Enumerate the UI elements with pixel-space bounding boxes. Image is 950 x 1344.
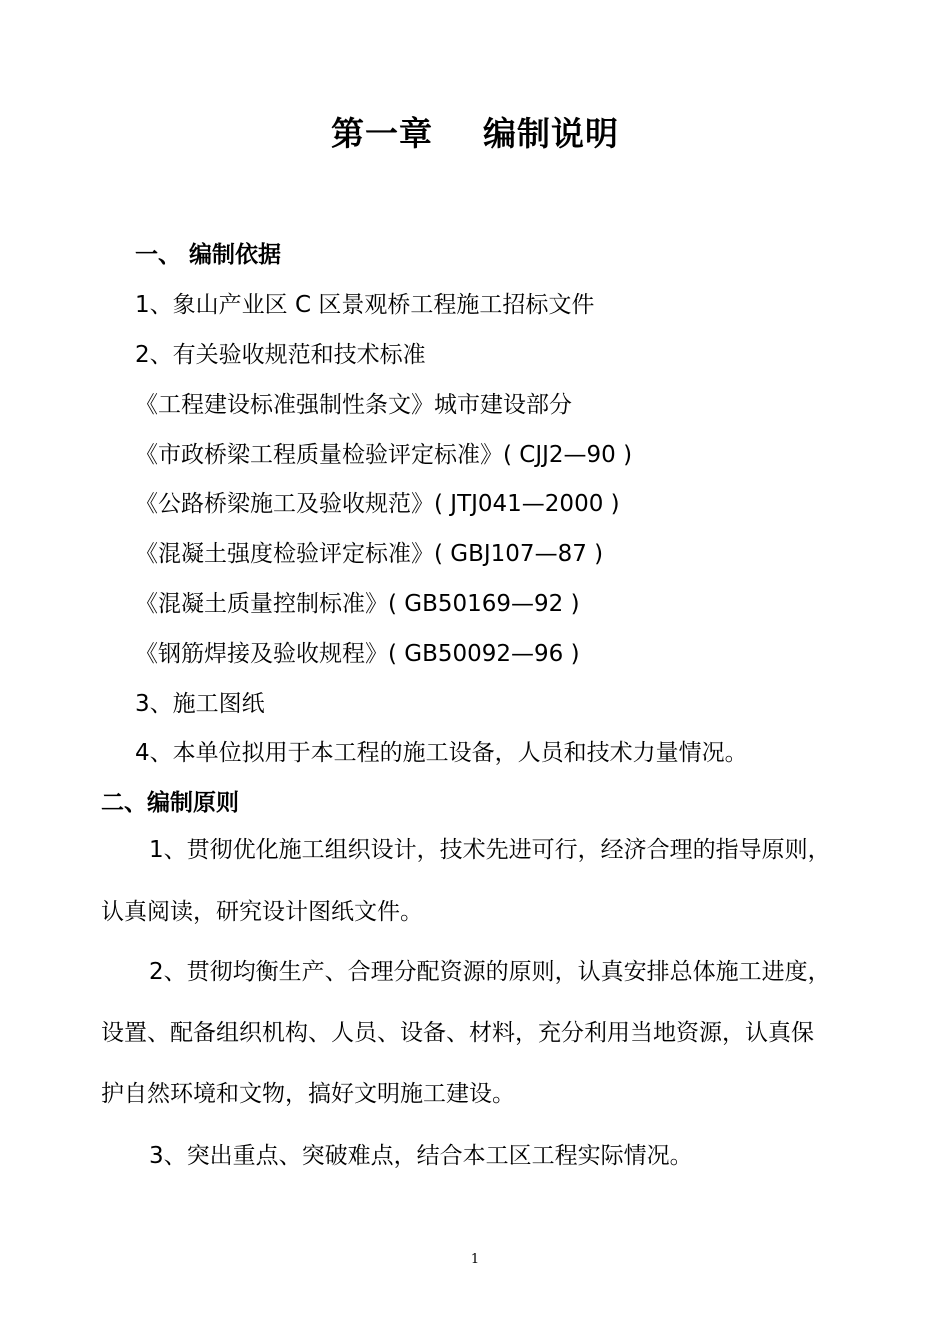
basis-item: 4、本单位拟用于本工程的施工设备，人员和技术力量情况。	[135, 740, 748, 766]
standard-item: 《市政桥梁工程质量检验评定标准》( CJJ2—90 )	[135, 442, 633, 468]
page-number: 1	[470, 1252, 480, 1267]
basis-item: 1、象山产业区 C 区景观桥工程施工招标文件	[135, 292, 595, 318]
paragraph-line: 3、突出重点、突破难点，结合本工区工程实际情况。	[149, 1143, 693, 1169]
standard-item: 《混凝土质量控制标准》( GB50169—92 )	[135, 591, 580, 617]
paragraph-line: 2、贯彻均衡生产、合理分配资源的原则，认真安排总体施工进度，	[149, 959, 831, 985]
chapter-title: 第一章 编制说明	[331, 114, 619, 153]
standard-item: 《公路桥梁施工及验收规范》( JTJ041—2000 )	[135, 491, 620, 517]
paragraph-line: 认真阅读，研究设计图纸文件。	[101, 899, 423, 925]
basis-item: 2、有关验收规范和技术标准	[135, 342, 426, 368]
section-heading-basis: 一、 编制依据	[135, 242, 282, 268]
paragraph-line: 护自然环境和文物，搞好文明施工建设。	[101, 1081, 515, 1107]
section-heading-principles: 二、编制原则	[101, 790, 239, 816]
standard-item: 《钢筋焊接及验收规程》( GB50092—96 )	[135, 641, 580, 667]
paragraph-line: 1、贯彻优化施工组织设计，技术先进可行，经济合理的指导原则，	[149, 837, 831, 863]
paragraph-line: 设置、配备组织机构、人员、设备、材料，充分利用当地资源，认真保	[101, 1020, 814, 1046]
standard-item: 《工程建设标准强制性条文》城市建设部分	[135, 392, 572, 418]
standard-item: 《混凝土强度检验评定标准》( GBJ107—87 )	[135, 541, 604, 567]
basis-item: 3、施工图纸	[135, 691, 265, 717]
